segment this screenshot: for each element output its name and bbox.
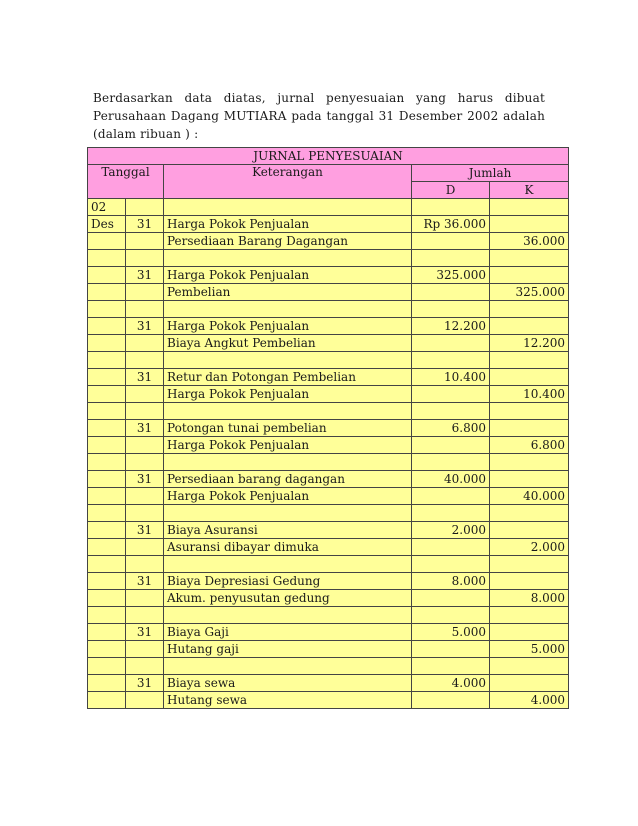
- empty-cell: [412, 437, 490, 454]
- day-cell: 31: [126, 267, 164, 284]
- debit-account: Persediaan barang dagangan: [164, 471, 412, 488]
- empty-cell: [490, 454, 569, 471]
- journal-title-row: [88, 148, 569, 165]
- empty-cell: [88, 522, 126, 539]
- empty-cell: [88, 539, 126, 556]
- credit-amount: 40.000: [490, 488, 569, 505]
- credit-amount: 36.000: [490, 233, 569, 250]
- empty-cell: [126, 335, 164, 352]
- empty-cell: [164, 352, 412, 369]
- entry-credit-row: [88, 284, 569, 301]
- entry-debit-row: [88, 267, 569, 284]
- empty-cell: [412, 505, 490, 522]
- empty-cell: [126, 403, 164, 420]
- year-cell: 02: [88, 199, 126, 216]
- empty-cell: [412, 658, 490, 675]
- debit-account: Potongan tunai pembelian: [164, 420, 412, 437]
- empty-cell: [88, 437, 126, 454]
- empty-cell: [412, 488, 490, 505]
- empty-cell: [490, 369, 569, 386]
- empty-cell: [88, 692, 126, 709]
- empty-cell: [126, 437, 164, 454]
- empty-cell: [88, 284, 126, 301]
- credit-account: Persediaan Barang Dagangan: [164, 233, 412, 250]
- journal-title: JURNAL PENYESUAIAN: [88, 148, 569, 165]
- empty-cell: [88, 590, 126, 607]
- empty-cell: [126, 556, 164, 573]
- year-row: [88, 199, 569, 216]
- intro-line-2: Perusahaan Dagang MUTIARA pada tanggal 31 Desember 2002 adalah: [93, 109, 545, 123]
- empty-cell: [412, 284, 490, 301]
- empty-cell: [490, 199, 569, 216]
- spacer-row: [88, 352, 569, 369]
- empty-cell: [412, 641, 490, 658]
- empty-cell: [412, 352, 490, 369]
- empty-cell: [126, 284, 164, 301]
- day-cell: 31: [126, 369, 164, 386]
- empty-cell: [88, 556, 126, 573]
- adjusting-journal-table: [87, 147, 569, 709]
- entry-debit-row: [88, 318, 569, 335]
- entry-debit-row: [88, 573, 569, 590]
- empty-cell: [164, 607, 412, 624]
- debit-amount: 5.000: [412, 624, 490, 641]
- empty-cell: [126, 692, 164, 709]
- empty-cell: [88, 505, 126, 522]
- day-cell: 31: [126, 675, 164, 692]
- empty-cell: [88, 301, 126, 318]
- day-cell: 31: [126, 624, 164, 641]
- entry-credit-row: [88, 386, 569, 403]
- empty-cell: [490, 267, 569, 284]
- empty-cell: [490, 675, 569, 692]
- empty-cell: [412, 590, 490, 607]
- credit-amount: 325.000: [490, 284, 569, 301]
- empty-cell: [164, 658, 412, 675]
- entry-debit-row: [88, 216, 569, 233]
- month-cell: Des: [88, 216, 126, 233]
- empty-cell: [88, 369, 126, 386]
- intro-line-1: Berdasarkan data diatas, jurnal penyesuaian yang harus dibuat: [93, 91, 545, 105]
- empty-cell: [88, 233, 126, 250]
- empty-cell: [412, 692, 490, 709]
- empty-cell: [88, 335, 126, 352]
- empty-cell: [490, 403, 569, 420]
- spacer-row: [88, 250, 569, 267]
- empty-cell: [88, 403, 126, 420]
- header-date: Tanggal: [88, 165, 164, 199]
- credit-account: Asuransi dibayar dimuka: [164, 539, 412, 556]
- empty-cell: [164, 301, 412, 318]
- empty-cell: [412, 539, 490, 556]
- debit-amount: 4.000: [412, 675, 490, 692]
- credit-account: Hutang sewa: [164, 692, 412, 709]
- empty-cell: [88, 607, 126, 624]
- credit-account: Hutang gaji: [164, 641, 412, 658]
- debit-account: Retur dan Potongan Pembelian: [164, 369, 412, 386]
- debit-amount: 12.200: [412, 318, 490, 335]
- empty-cell: [412, 386, 490, 403]
- empty-cell: [412, 301, 490, 318]
- empty-cell: [412, 454, 490, 471]
- intro-paragraph: [93, 89, 545, 143]
- empty-cell: [412, 233, 490, 250]
- empty-cell: [490, 556, 569, 573]
- empty-cell: [126, 590, 164, 607]
- debit-account: Biaya Gaji: [164, 624, 412, 641]
- empty-cell: [164, 199, 412, 216]
- empty-cell: [490, 505, 569, 522]
- empty-cell: [164, 403, 412, 420]
- header-amount: Jumlah: [412, 165, 569, 182]
- credit-amount: 5.000: [490, 641, 569, 658]
- credit-amount: 2.000: [490, 539, 569, 556]
- spacer-row: [88, 454, 569, 471]
- credit-amount: 8.000: [490, 590, 569, 607]
- debit-amount: 6.800: [412, 420, 490, 437]
- empty-cell: [412, 335, 490, 352]
- empty-cell: [126, 488, 164, 505]
- empty-cell: [164, 454, 412, 471]
- empty-cell: [126, 658, 164, 675]
- debit-amount: 325.000: [412, 267, 490, 284]
- debit-amount: 2.000: [412, 522, 490, 539]
- credit-account: Harga Pokok Penjualan: [164, 488, 412, 505]
- empty-cell: [490, 624, 569, 641]
- credit-account: Pembelian: [164, 284, 412, 301]
- empty-cell: [490, 420, 569, 437]
- credit-amount: 6.800: [490, 437, 569, 454]
- empty-cell: [490, 352, 569, 369]
- empty-cell: [490, 658, 569, 675]
- empty-cell: [88, 675, 126, 692]
- spacer-row: [88, 505, 569, 522]
- empty-cell: [126, 352, 164, 369]
- empty-cell: [490, 216, 569, 233]
- empty-cell: [490, 250, 569, 267]
- empty-cell: [88, 488, 126, 505]
- empty-cell: [490, 522, 569, 539]
- entry-debit-row: [88, 369, 569, 386]
- debit-account: Harga Pokok Penjualan: [164, 216, 412, 233]
- day-cell: 31: [126, 216, 164, 233]
- header-description: Keterangan: [164, 165, 412, 199]
- credit-account: Harga Pokok Penjualan: [164, 386, 412, 403]
- empty-cell: [88, 250, 126, 267]
- entry-debit-row: [88, 420, 569, 437]
- empty-cell: [88, 386, 126, 403]
- empty-cell: [88, 641, 126, 658]
- entry-debit-row: [88, 522, 569, 539]
- spacer-row: [88, 607, 569, 624]
- credit-account: Biaya Angkut Pembelian: [164, 335, 412, 352]
- empty-cell: [88, 658, 126, 675]
- empty-cell: [88, 471, 126, 488]
- empty-cell: [164, 250, 412, 267]
- empty-cell: [490, 318, 569, 335]
- entry-debit-row: [88, 624, 569, 641]
- debit-account: Harga Pokok Penjualan: [164, 267, 412, 284]
- empty-cell: [126, 233, 164, 250]
- empty-cell: [164, 556, 412, 573]
- header-row-1: [88, 165, 569, 182]
- empty-cell: [88, 573, 126, 590]
- empty-cell: [490, 607, 569, 624]
- debit-account: Biaya sewa: [164, 675, 412, 692]
- spacer-row: [88, 403, 569, 420]
- day-cell: 31: [126, 420, 164, 437]
- credit-amount: 12.200: [490, 335, 569, 352]
- empty-cell: [412, 556, 490, 573]
- empty-cell: [88, 352, 126, 369]
- empty-cell: [88, 454, 126, 471]
- empty-cell: [412, 250, 490, 267]
- debit-amount: 10.400: [412, 369, 490, 386]
- debit-amount: 8.000: [412, 573, 490, 590]
- day-cell: 31: [126, 318, 164, 335]
- day-cell: 31: [126, 573, 164, 590]
- credit-account: Harga Pokok Penjualan: [164, 437, 412, 454]
- empty-cell: [126, 607, 164, 624]
- credit-amount: 10.400: [490, 386, 569, 403]
- intro-line-3: (dalam ribuan ) :: [93, 127, 199, 141]
- empty-cell: [412, 607, 490, 624]
- entry-debit-row: [88, 471, 569, 488]
- debit-account: Harga Pokok Penjualan: [164, 318, 412, 335]
- day-cell: 31: [126, 471, 164, 488]
- entry-credit-row: [88, 335, 569, 352]
- empty-cell: [126, 454, 164, 471]
- empty-cell: [412, 199, 490, 216]
- empty-cell: [88, 267, 126, 284]
- empty-cell: [126, 386, 164, 403]
- entry-credit-row: [88, 437, 569, 454]
- empty-cell: [490, 471, 569, 488]
- empty-cell: [88, 420, 126, 437]
- credit-account: Akum. penyusutan gedung: [164, 590, 412, 607]
- entry-credit-row: [88, 641, 569, 658]
- debit-account: Biaya Asuransi: [164, 522, 412, 539]
- debit-account: Biaya Depresiasi Gedung: [164, 573, 412, 590]
- empty-cell: [490, 573, 569, 590]
- empty-cell: [126, 641, 164, 658]
- empty-cell: [490, 301, 569, 318]
- entry-credit-row: [88, 692, 569, 709]
- empty-cell: [126, 199, 164, 216]
- entry-debit-row: [88, 675, 569, 692]
- empty-cell: [126, 539, 164, 556]
- spacer-row: [88, 301, 569, 318]
- empty-cell: [88, 318, 126, 335]
- debit-amount: 40.000: [412, 471, 490, 488]
- day-cell: 31: [126, 522, 164, 539]
- empty-cell: [88, 624, 126, 641]
- entry-credit-row: [88, 539, 569, 556]
- credit-amount: 4.000: [490, 692, 569, 709]
- empty-cell: [126, 250, 164, 267]
- entry-credit-row: [88, 590, 569, 607]
- empty-cell: [164, 505, 412, 522]
- entry-credit-row: [88, 488, 569, 505]
- empty-cell: [126, 301, 164, 318]
- spacer-row: [88, 658, 569, 675]
- header-debit: D: [412, 182, 490, 199]
- spacer-row: [88, 556, 569, 573]
- debit-amount: Rp 36.000: [412, 216, 490, 233]
- empty-cell: [126, 505, 164, 522]
- entry-credit-row: [88, 233, 569, 250]
- header-credit: K: [490, 182, 569, 199]
- empty-cell: [412, 403, 490, 420]
